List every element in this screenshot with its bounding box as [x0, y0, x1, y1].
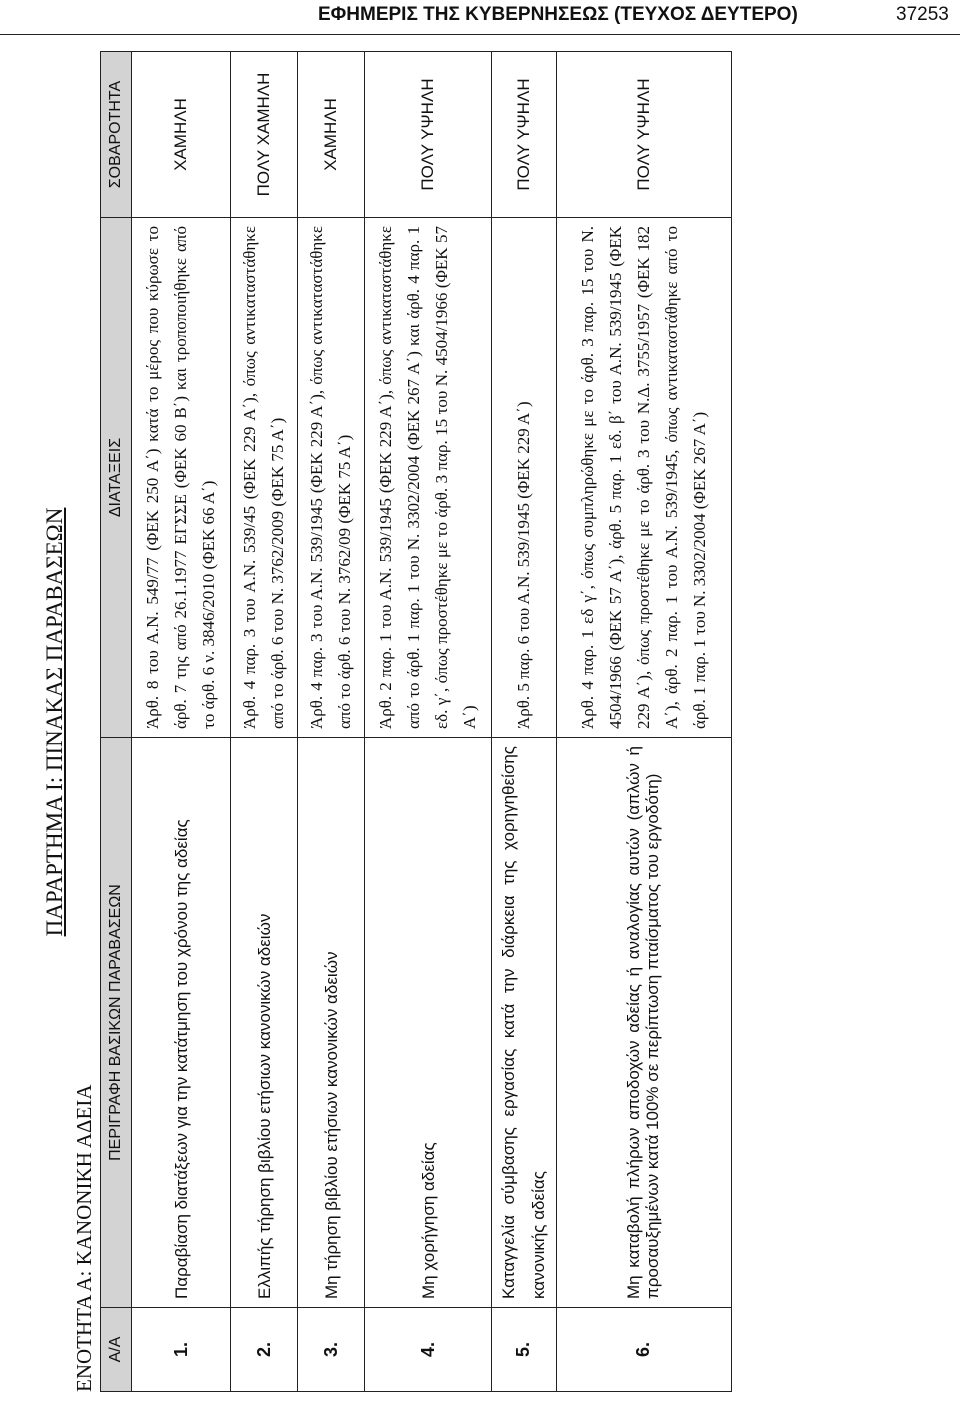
- unit-title: ΕΝΟΤΗΤΑ Α: ΚΑΝΟΝΙΚΗ ΑΔΕΙΑ: [72, 1084, 96, 1392]
- row-severity: ΠΟΛΥ ΥΨΗΛΗ: [365, 52, 492, 218]
- row-provisions: Άρθ. 4 παρ. 1 εδ γ΄, όπως συμπληρώθηκε με το άρθ. 3 παρ. 15 του Ν. 4504/1966 (ΦΕΚ 57 Α΄), άρθ. 5 παρ. 1 εδ. β΄ του Α.Ν. 539/1945 (ΦΕΚ 229 Α΄), όπως προστέθηκε με το άρθ. 3 του Ν.Δ. 3755/1957 (ΦΕΚ 182 Α΄), άρθ. 2 παρ. 1 του Α.Ν. 539/1945, όπως αντικαταστάθηκε από το άρθ. 1 παρ. 1 του Ν. 3302/2004 (ΦΕΚ 267 Α΄): [556, 218, 731, 738]
- row-provisions: Άρθ. 4 παρ. 3 του Α.Ν. 539/45 (ΦΕΚ 229 Α΄), όπως αντικαταστάθηκε από το άρθ. 6 του Ν. 3762/2009 (ΦΕΚ 75 Α΄): [231, 218, 298, 738]
- table-row: [492, 52, 557, 1392]
- row-description: Μη χορήγηση αδείας: [365, 738, 492, 1308]
- table-row: [556, 52, 731, 1392]
- table-header-row: [101, 52, 132, 1392]
- row-severity: ΠΟΛΥ ΧΑΜΗΛΗ: [231, 52, 298, 218]
- table-row: [365, 52, 492, 1392]
- row-number: 2.: [231, 1308, 298, 1392]
- row-provisions: Άρθ. 8 του Α.Ν. 549/77 (ΦΕΚ 250 Α΄) κατά το μέρος που κύρωσε το άρθ. 7 της από 26.1.1977 ΕΓΣΣΕ (ΦΕΚ 60 Β΄) και τροποποιήθηκε από το άρθ. 6 ν. 3846/2010 (ΦΕΚ 66 Α΄): [132, 218, 231, 738]
- row-number: 4.: [365, 1308, 492, 1392]
- page-number: 37253: [896, 4, 949, 25]
- row-description: Παραβίαση διατάξεων για την κατάτμηση του χρόνου της αδείας: [132, 738, 231, 1308]
- annex-title: ΠΑΡΑΡΤΗΜΑ Ι: ΠΙΝΑΚΑΣ ΠΑΡΑΒΑΣΕΩΝ: [42, 507, 67, 937]
- row-description: Καταγγελία σύμβασης εργασίας κατά την διάρκεια της χορηγηθείσης κανονικής αδείας: [492, 738, 557, 1308]
- row-severity: ΧΑΜΗΛΗ: [132, 52, 231, 218]
- row-provisions: Άρθ. 5 παρ. 6 του Α.Ν. 539/1945 (ΦΕΚ 229 Α΄): [492, 218, 557, 738]
- violations-table: [100, 51, 732, 1392]
- row-description: Μη καταβολή πλήρων αποδοχών αδείας ή αναλογίας αυτών (απλών ή προσαυξημένων κατά 100% σε περίπτωση πταίσματος του εργοδότη): [556, 738, 731, 1308]
- row-severity: ΠΟΛΥ ΥΨΗΛΗ: [492, 52, 557, 218]
- row-provisions: Άρθ. 4 παρ. 3 του Α.Ν. 539/1945 (ΦΕΚ 229 Α΄), όπως αντικαταστάθηκε από το άρθ. 6 του Ν. 3762/09 (ΦΕΚ 75 Α΄): [298, 218, 365, 738]
- row-number: 1.: [132, 1308, 231, 1392]
- header-provisions: ΔΙΑΤΑΞΕΙΣ: [101, 218, 132, 738]
- row-severity: ΠΟΛΥ ΥΨΗΛΗ: [556, 52, 731, 218]
- row-provisions: Άρθ. 2 παρ. 1 του Α.Ν. 539/1945 (ΦΕΚ 229 Α΄), όπως αντικαταστάθηκε από το άρθ. 1 παρ. 1 του Ν. 3302/2004 (ΦΕΚ 267 Α΄) και άρθ. 4 παρ. 1 εδ. γ΄, όπως προστέθηκε με το άρθ. 3 παρ. 15 του Ν. 4504/1966 (ΦΕΚ 57 Α΄): [365, 218, 492, 738]
- table-row: [231, 52, 298, 1392]
- page-header: [0, 0, 960, 35]
- row-number: 6.: [556, 1308, 731, 1392]
- header-description: ΠΕΡΙΓΡΑΦΗ ΒΑΣΙΚΩΝ ΠΑΡΑΒΑΣΕΩΝ: [101, 738, 132, 1308]
- row-description: Μη τήρηση βιβλίου ετήσιων κανονικών αδειών: [298, 738, 365, 1308]
- gazette-title: ΕΦΗΜΕΡΙΣ ΤΗΣ ΚΥΒΕΡΝΗΣΕΩΣ (ΤΕΥΧΟΣ ΔΕΥΤΕΡΟ): [318, 4, 798, 25]
- row-number: 3.: [298, 1308, 365, 1392]
- row-description: Ελλιπής τήρηση βιβλίου ετήσιων κανονικών αδειών: [231, 738, 298, 1308]
- header-severity: ΣΟΒΑΡΟΤΗΤΑ: [101, 52, 132, 218]
- header-num: Α/Α: [101, 1308, 132, 1392]
- rotated-annex: [42, 52, 942, 1392]
- row-severity: ΧΑΜΗΛΗ: [298, 52, 365, 218]
- table-row: [298, 52, 365, 1392]
- row-number: 5.: [492, 1308, 557, 1392]
- table-row: [132, 52, 231, 1392]
